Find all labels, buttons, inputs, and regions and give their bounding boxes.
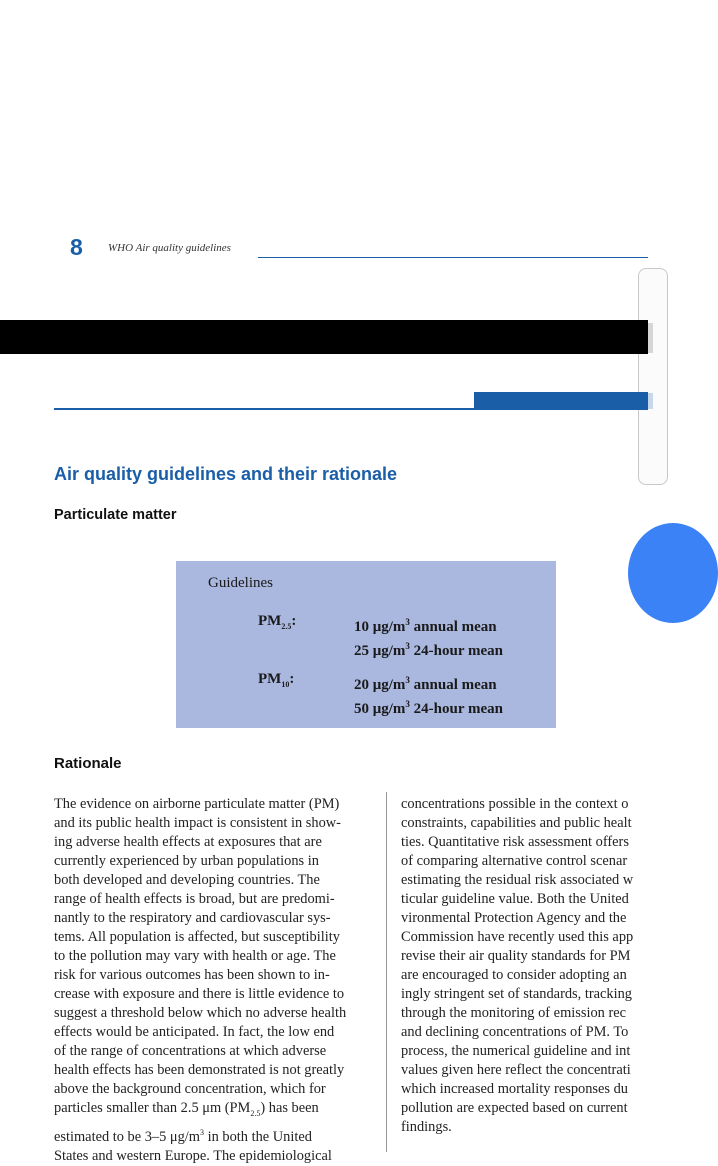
guidelines-box bbox=[176, 561, 556, 728]
floating-action-button[interactable] bbox=[628, 523, 718, 623]
text-line: risk for various outcomes has been shown to in- bbox=[54, 967, 330, 983]
text-line: are encouraged to consider adopting an bbox=[401, 967, 627, 983]
text-line: findings. bbox=[401, 1119, 452, 1135]
section-accent-block bbox=[474, 392, 648, 410]
text-line: through the monitoring of emission rec bbox=[401, 1005, 627, 1021]
pm25-annual: 10 $\mu g/m^3$ annual mean bbox=[354, 617, 497, 635]
pm10-daily: 50 $\mu g/m^3$ 24-hour mean bbox=[354, 699, 503, 717]
rationale-heading: Rationale bbox=[54, 755, 122, 772]
pm25-values bbox=[354, 613, 503, 661]
text-line: process, the numerical guideline and int bbox=[401, 1043, 631, 1059]
text-line: ingly stringent set of standards, tracking bbox=[401, 986, 633, 1002]
pm10-values bbox=[354, 671, 503, 719]
text-line: revise their air quality standards for PM bbox=[401, 948, 631, 964]
pm10-annual: 20 $\mu g/m^3$ annual mean bbox=[354, 675, 497, 693]
text-line: ties. Quantitative risk assessment offers bbox=[401, 834, 629, 850]
text-line: nantly to the respiratory and cardiovascular sys- bbox=[54, 910, 331, 926]
rationale-right-column bbox=[401, 795, 648, 1152]
overlay-panel[interactable] bbox=[638, 268, 668, 485]
text-line: particles smaller than 2.5 μm $(PM_{2.5})$ has been bbox=[54, 1100, 319, 1118]
text-line: pollution are expected based on current bbox=[401, 1100, 628, 1116]
text-line: estimated to be 3–5 $\mu g/m^3$ in both the United bbox=[54, 1127, 312, 1145]
guidelines-title: Guidelines bbox=[208, 575, 273, 591]
running-title: WHO Air quality guidelines bbox=[108, 242, 231, 254]
text-line: concentrations possible in the context o bbox=[401, 796, 629, 812]
rationale-left-column bbox=[54, 795, 374, 1164]
text-line: and declining concentrations of PM. To bbox=[401, 1024, 629, 1040]
column-divider bbox=[386, 792, 387, 1152]
text-line: both developed and developing countries. The bbox=[54, 872, 320, 888]
text-line: currently experienced by urban populations in bbox=[54, 853, 319, 869]
text-line: effects would be anticipated. In fact, the low end bbox=[54, 1024, 335, 1040]
text-line: values given here reflect the concentrati bbox=[401, 1062, 631, 1078]
text-line: of comparing alternative control scenar bbox=[401, 853, 628, 869]
text-line: health effects has been demonstrated is not greatly bbox=[54, 1062, 345, 1078]
text-line: of the range of concentrations at which adverse bbox=[54, 1043, 327, 1059]
section-rule bbox=[54, 408, 474, 410]
text-line: constraints, capabilities and public healt bbox=[401, 815, 632, 831]
pm25-label: $PM_{2.5}$: bbox=[258, 613, 297, 631]
text-line: vironmental Protection Agency and the bbox=[401, 910, 627, 926]
text-line: above the background concentration, which for bbox=[54, 1081, 326, 1097]
text-line: crease with exposure and there is little evidence to bbox=[54, 986, 345, 1002]
section-subheading: Particulate matter bbox=[54, 507, 177, 523]
text-line: suggest a threshold below which no adverse health bbox=[54, 1005, 347, 1021]
page-number: 8 bbox=[70, 234, 83, 260]
text-line: ticular guideline value. Both the United bbox=[401, 891, 629, 907]
text-line: tems. All population is affected, but susceptibility bbox=[54, 929, 340, 945]
header-rule bbox=[258, 257, 648, 258]
pm10-label: $PM_{10}$: bbox=[258, 671, 295, 689]
text-line: and its public health impact is consistent in show- bbox=[54, 815, 341, 831]
black-band bbox=[0, 320, 648, 354]
section-heading: Air quality guidelines and their rationale bbox=[54, 464, 398, 484]
text-line: to the pollution may vary with health or age. The bbox=[54, 948, 336, 964]
text-line: States and western Europe. The epidemiological bbox=[54, 1147, 332, 1164]
text-line: Commission have recently used this app bbox=[401, 929, 634, 945]
text-line: range of health effects is broad, but are predomi- bbox=[54, 891, 335, 907]
text-line: estimating the residual risk associated w bbox=[401, 872, 634, 888]
text-line: which increased mortality responses du bbox=[401, 1081, 628, 1097]
text-line: ing adverse health effects at exposures that are bbox=[54, 834, 322, 850]
pm25-daily: 25 $\mu g/m^3$ 24-hour mean bbox=[354, 641, 503, 659]
text-line: The evidence on airborne particulate matter (PM) bbox=[54, 796, 340, 812]
